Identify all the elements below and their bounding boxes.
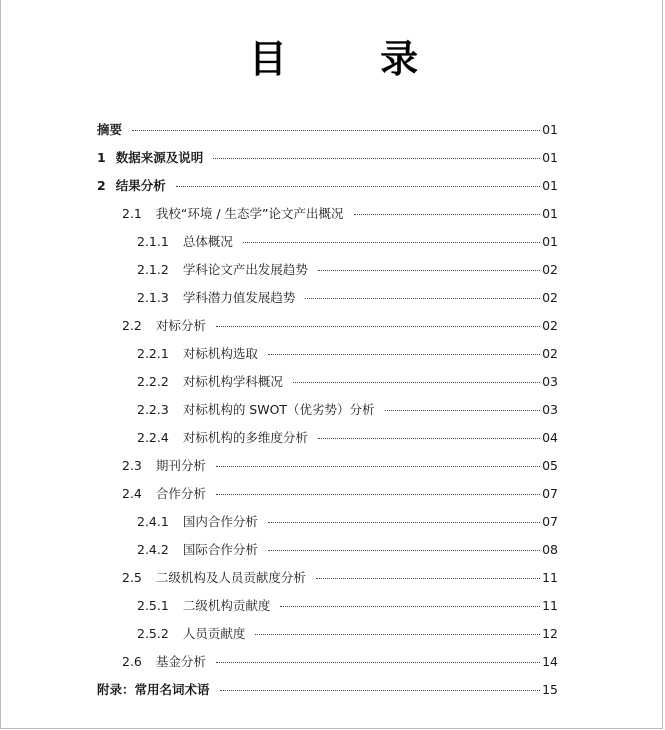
toc-entry-page-number: 14 bbox=[542, 653, 558, 669]
toc-entry-label: 学科潜力值发展趋势 bbox=[182, 290, 296, 305]
toc-entry-number: 2.5.2 bbox=[137, 625, 169, 641]
dot-leader bbox=[132, 130, 540, 131]
dot-leader bbox=[293, 382, 540, 383]
toc-entry-label: 对标机构的多维度分析 bbox=[182, 430, 308, 445]
toc-entry-label: 国际合作分析 bbox=[182, 542, 258, 557]
dot-leader bbox=[220, 690, 541, 691]
toc-entry-number: 2.6 bbox=[122, 653, 142, 669]
dot-leader bbox=[255, 634, 540, 635]
toc-entry-label: 二级机构及人员贡献度分析 bbox=[155, 570, 306, 585]
toc-entry-number: 2.3 bbox=[122, 457, 142, 473]
toc-entry[interactable] bbox=[137, 510, 558, 532]
dot-leader bbox=[216, 494, 540, 495]
toc-entry-number: 2.1.2 bbox=[137, 261, 169, 277]
toc-entry[interactable] bbox=[122, 650, 558, 672]
toc-entry[interactable] bbox=[97, 118, 558, 140]
toc-entry-label: 基金分析 bbox=[155, 654, 206, 669]
toc-entry-label: 总体概况 bbox=[182, 234, 233, 249]
toc-entry-page-number: 05 bbox=[542, 457, 558, 473]
toc-entry-number: 2.4 bbox=[122, 485, 142, 501]
toc-entry-page-number: 01 bbox=[542, 177, 558, 193]
toc-entry[interactable] bbox=[137, 342, 558, 364]
toc-entry-number: 1 bbox=[97, 149, 106, 165]
toc-entry-label: 国内合作分析 bbox=[182, 514, 258, 529]
toc-entry-page-number: 11 bbox=[542, 597, 558, 613]
dot-leader bbox=[318, 270, 540, 271]
toc-entry-label: 我校“环境 / 生态学”论文产出概况 bbox=[155, 206, 344, 221]
dot-leader bbox=[176, 186, 540, 187]
toc-entry-page-number: 01 bbox=[542, 149, 558, 165]
toc-entry-page-number: 08 bbox=[542, 541, 558, 557]
dot-leader bbox=[385, 410, 541, 411]
toc-entry-number: 2.2.3 bbox=[137, 401, 169, 417]
toc-entry[interactable] bbox=[122, 482, 558, 504]
toc-entry-label: 合作分析 bbox=[155, 486, 206, 501]
dot-leader bbox=[305, 298, 540, 299]
toc-entry-number: 2.2.2 bbox=[137, 373, 169, 389]
toc-entry-number: 2.2.1 bbox=[137, 345, 169, 361]
toc-entry-number: 2 bbox=[97, 177, 106, 193]
toc-entry[interactable] bbox=[122, 454, 558, 476]
toc-entry-label: 对标机构选取 bbox=[182, 346, 258, 361]
toc-entry-page-number: 07 bbox=[542, 485, 558, 501]
toc-entry-label: 对标机构学科概况 bbox=[182, 374, 283, 389]
dot-leader bbox=[268, 354, 540, 355]
dot-leader bbox=[354, 214, 541, 215]
toc-entry[interactable] bbox=[97, 146, 558, 168]
toc-entry-number: 2.1.1 bbox=[137, 233, 169, 249]
toc-entry[interactable] bbox=[137, 538, 558, 560]
toc-entry[interactable] bbox=[122, 566, 558, 588]
toc-entry[interactable] bbox=[137, 594, 558, 616]
toc-entry-page-number: 02 bbox=[542, 345, 558, 361]
toc-entry-page-number: 02 bbox=[542, 289, 558, 305]
dot-leader bbox=[243, 242, 540, 243]
toc-entry-page-number: 01 bbox=[542, 205, 558, 221]
toc-entry-label: 附录：常用名词术语 bbox=[97, 682, 210, 697]
toc-entry[interactable] bbox=[97, 678, 558, 700]
toc-entry-page-number: 04 bbox=[542, 429, 558, 445]
toc-entry[interactable] bbox=[137, 370, 558, 392]
toc-entry[interactable] bbox=[137, 398, 558, 420]
dot-leader bbox=[216, 466, 540, 467]
toc-entry-number: 2.4.1 bbox=[137, 513, 169, 529]
toc-entry-page-number: 02 bbox=[542, 261, 558, 277]
toc-entry-page-number: 11 bbox=[542, 569, 558, 585]
toc-entry[interactable] bbox=[137, 230, 558, 252]
dot-leader bbox=[216, 326, 540, 327]
dot-leader bbox=[268, 550, 540, 551]
toc-entry-label: 人员贡献度 bbox=[182, 626, 246, 641]
toc-entry-label: 数据来源及说明 bbox=[115, 150, 204, 165]
toc-entry[interactable] bbox=[137, 258, 558, 280]
toc-entry-number: 2.5 bbox=[122, 569, 142, 585]
toc-entry-page-number: 01 bbox=[542, 121, 558, 137]
toc-entry-number: 2.2 bbox=[122, 317, 142, 333]
toc-entry[interactable] bbox=[122, 314, 558, 336]
dot-leader bbox=[280, 606, 540, 607]
dot-leader bbox=[316, 578, 540, 579]
toc-entry-page-number: 02 bbox=[542, 317, 558, 333]
toc-entry-number: 2.1.3 bbox=[137, 289, 169, 305]
dot-leader bbox=[216, 662, 540, 663]
toc-entry-page-number: 12 bbox=[542, 625, 558, 641]
toc-entry[interactable] bbox=[122, 202, 558, 224]
toc-entry[interactable] bbox=[137, 426, 558, 448]
toc-entry[interactable] bbox=[97, 174, 558, 196]
toc-entry-page-number: 07 bbox=[542, 513, 558, 529]
toc-entry-number: 2.1 bbox=[122, 205, 142, 221]
toc-entry[interactable] bbox=[137, 622, 558, 644]
toc-entry-label: 学科论文产出发展趋势 bbox=[182, 262, 308, 277]
toc-entry[interactable] bbox=[137, 286, 558, 308]
toc-entry-label: 对标机构的 SWOT（优劣势）分析 bbox=[182, 402, 375, 417]
toc-entry-number: 2.5.1 bbox=[137, 597, 169, 613]
toc-entry-page-number: 03 bbox=[542, 373, 558, 389]
toc-entry-label: 二级机构贡献度 bbox=[182, 598, 271, 613]
toc-entry-page-number: 15 bbox=[542, 681, 558, 697]
toc-entry-label: 摘要 bbox=[97, 122, 123, 137]
dot-leader bbox=[213, 158, 540, 159]
toc-entry-page-number: 03 bbox=[542, 401, 558, 417]
toc-entry-label: 期刊分析 bbox=[155, 458, 206, 473]
toc-entry-number: 2.4.2 bbox=[137, 541, 169, 557]
dot-leader bbox=[268, 522, 540, 523]
dot-leader bbox=[318, 438, 540, 439]
toc-entry-page-number: 01 bbox=[542, 233, 558, 249]
toc-entry-label: 结果分析 bbox=[115, 178, 166, 193]
toc-entry-label: 对标分析 bbox=[155, 318, 206, 333]
toc-title: 目 录 bbox=[248, 37, 459, 81]
toc-entry-number: 2.2.4 bbox=[137, 429, 169, 445]
